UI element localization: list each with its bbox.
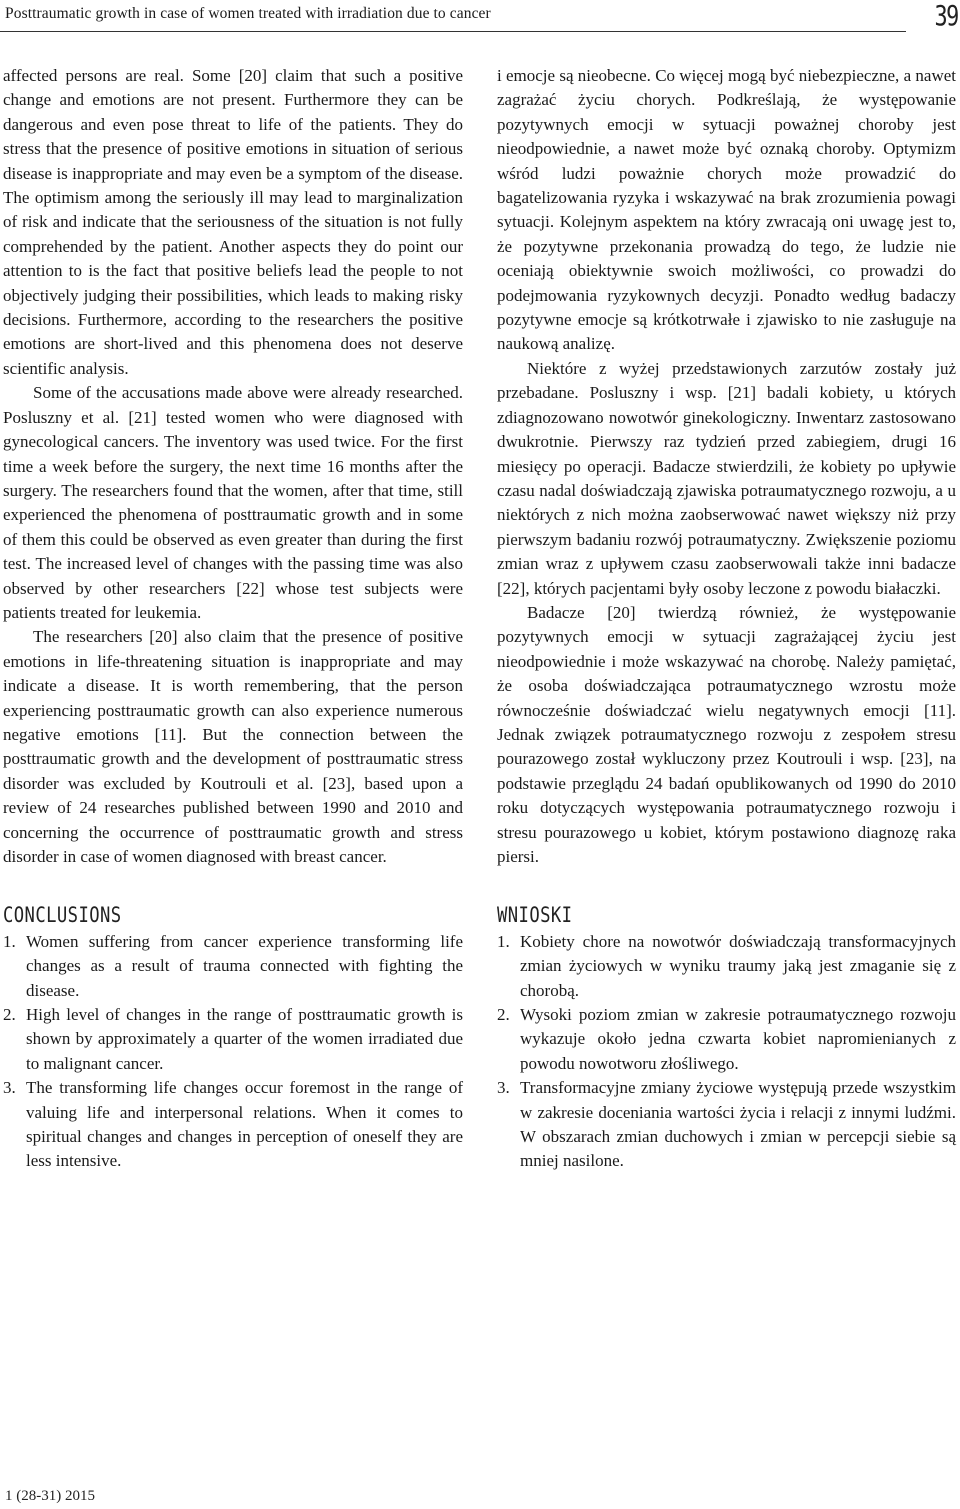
right-paragraph-2: Niektóre z wyżej przedstawionych zarzutów zostały już przebadane. Posluszny i wsp. [21] badali kobiety, u których zdiagnozowano nowotwór ginekologiczny. Inwentarz zastosowano dwukrotnie. Pierwszy raz tydzień przed zabiegiem, drugi 16 miesięcy po operacji. Badacze stwierdzili, że kobiety po upływie czasu nadal doświadczają zjawiska potraumatycznego rozwoju, a u niektórych z nich można zaobserwować nawet większy niż przy pierwszym badaniu rozwój potraumatyczny. Zwiększenie poziomu zmian wraz z upływem czasu zaobserwowali także inni badacze [22], których pacjentami były osoby leczone z powodu białaczki. (497, 358, 956, 598)
conclusions-heading: CONCLUSIONS (3, 903, 122, 928)
wnioski-list (497, 930, 956, 1174)
item-number: 1. (497, 931, 510, 951)
wnioski-item (497, 1003, 956, 1076)
wnioski-item (497, 930, 956, 1003)
left-paragraph-2: Some of the accusations made above were already researched. Posluszny et al. [21] tested women who were diagnosed with gynecological cancers. The inventory was used twice. For the first time a week before the surgery, the next time 16 months after the surgery. The researchers found that the women, after that time, still experienced the phenomena of posttraumatic growth and in some of them this could be observed as even greater than during the first test. The increased level of changes with the passing time was also observed by other researchers [22] whose test subjects were patients treated for leukemia. (3, 383, 463, 622)
wnioski-item (497, 1076, 956, 1174)
item-text: Women suffering from cancer experience transforming life changes as a result of trauma connected with fighting the disease. (26, 931, 463, 1000)
right-column-polish (497, 64, 956, 1174)
left-paragraph-1: affected persons are real. Some [20] claim that such a positive change and emotions are not present. Furthermore they can be dangerous and even pose threat to life of the patients. They do stress that the presence of positive emotions in situation of serious disease is inappropriate and may even be a symptom of the disease. The optimism among the seriously ill may lead to marginalization of risk and indicate that the seriousness of the situation is not fully comprehended by the patient. Another aspects they do point our attention to is the fact that positive beliefs lead the people to not objectively judging their possibilities, which leads to making risky decisions. Furthermore, according to the researchers the positive emotions are short-lived and this phenomena does not deserve scientific analysis. (3, 66, 463, 378)
conclusion-item (3, 930, 463, 1003)
right-paragraph-3: Badacze [20] twierdzą również, że występowanie pozytywnych emocji w sytuacji zagrażającej życiu jest nieodpowiednie i może wskazywać na chorobę. Należy pamiętać, że osoba doświadczająca potraumatycznego wzrostu może równocześnie doświadczać wielu negatywnych emocji [11]. Jednak związek potraumatycznego rozwoju z zespołem stresu pourazowego został wykluczony przez Koutrouli i wsp. [23], na podstawie przeglądu 24 badań opublikowanych od 1990 do 2010 roku dotyczących występowania potraumatycznego rozwoju i stresu pourazowego u kobiet, którym postawiono diagnozę raka piersi. (497, 602, 956, 866)
page-number: 39 (934, 0, 958, 32)
wnioski-heading: WNIOSKI (497, 903, 573, 928)
item-text: Transformacyjne zmiany życiowe występują przede wszystkim w zakresie doceniania wartości życia i relacji z innymi ludźmi. W obszarach zmian duchowych i zmian w percepcji siebie są mniej nasilone. (520, 1078, 956, 1171)
item-number: 1. (3, 931, 16, 951)
item-number: 2. (3, 1005, 16, 1025)
conclusion-item (3, 1003, 463, 1076)
item-number: 3. (3, 1078, 16, 1098)
footer-issue: 1 (28-31) 2015 (5, 1488, 95, 1504)
left-column-english (3, 64, 463, 1174)
header-rule (0, 31, 906, 32)
item-number: 2. (497, 1005, 510, 1025)
item-text: Wysoki poziom zmian w zakresie potraumatycznego rozwoju wykazuje około jedna czwarta kobiet napromienianych z powodu nowotworu złośliwego. (520, 1005, 956, 1073)
running-header (0, 0, 960, 32)
right-paragraph-1: i emocje są nieobecne. Co więcej mogą być niebezpieczne, a nawet zagrażać życiu chorych. Podkreślają, że występowanie pozytywnych emocji w sytuacji poważnej choroby jest nieodpowiednie, a nawet może być oznaką choroby. Optymizm wśród ludzi poważnie chorych może prowadzić do bagatelizowania ryzyka i wskazywać na brak zrozumienia powagi sytuacji. Kolejnym aspektem na który zwracają oni uwagę jest to, że pozytywne przekonania prowadzą do tego, że ludzie nie oceniają obiektywnie swoich możliwości, co prowadzi do podejmowania ryzykownych decyzji. Ponadto według badaczy pozytywne emocje są krótkotrwałe i zjawisko to nie zasługuje na naukową analizę. (497, 66, 956, 354)
item-text: The transforming life changes occur foremost in the range of valuing life and interpersonal relations. When it comes to spiritual changes and changes in perception of oneself they are less intensive. (26, 1078, 463, 1171)
item-text: High level of changes in the range of posttraumatic growth is shown by approximately a quarter of the women irradiated due to malignant cancer. (26, 1005, 463, 1073)
left-paragraph-3: The researchers [20] also claim that the presence of positive emotions in life-threatening situation is inappropriate and may indicate a disease. It is worth remembering, that the person experiencing posttraumatic growth can also experience numerous negative emotions [11]. But the connection between the posttraumatic growth and the development of posttraumatic stress disorder was excluded by Koutrouli et al. [23], based upon a review of 24 researches published between 1990 and 2010 and concerning the occurrence of posttraumatic growth and stress disorder in case of women diagnosed with breast cancer. (3, 627, 463, 866)
running-title: Posttraumatic growth in case of women treated with irradiation due to cancer (5, 5, 491, 22)
item-number: 3. (497, 1078, 510, 1098)
item-text: Kobiety chore na nowotwór doświadczają transformacyjnych zmian życiowych w wyniku traumy jaką jest zmaganie się z chorobą. (520, 931, 956, 1000)
conclusion-item (3, 1076, 463, 1174)
conclusions-list (3, 930, 463, 1174)
